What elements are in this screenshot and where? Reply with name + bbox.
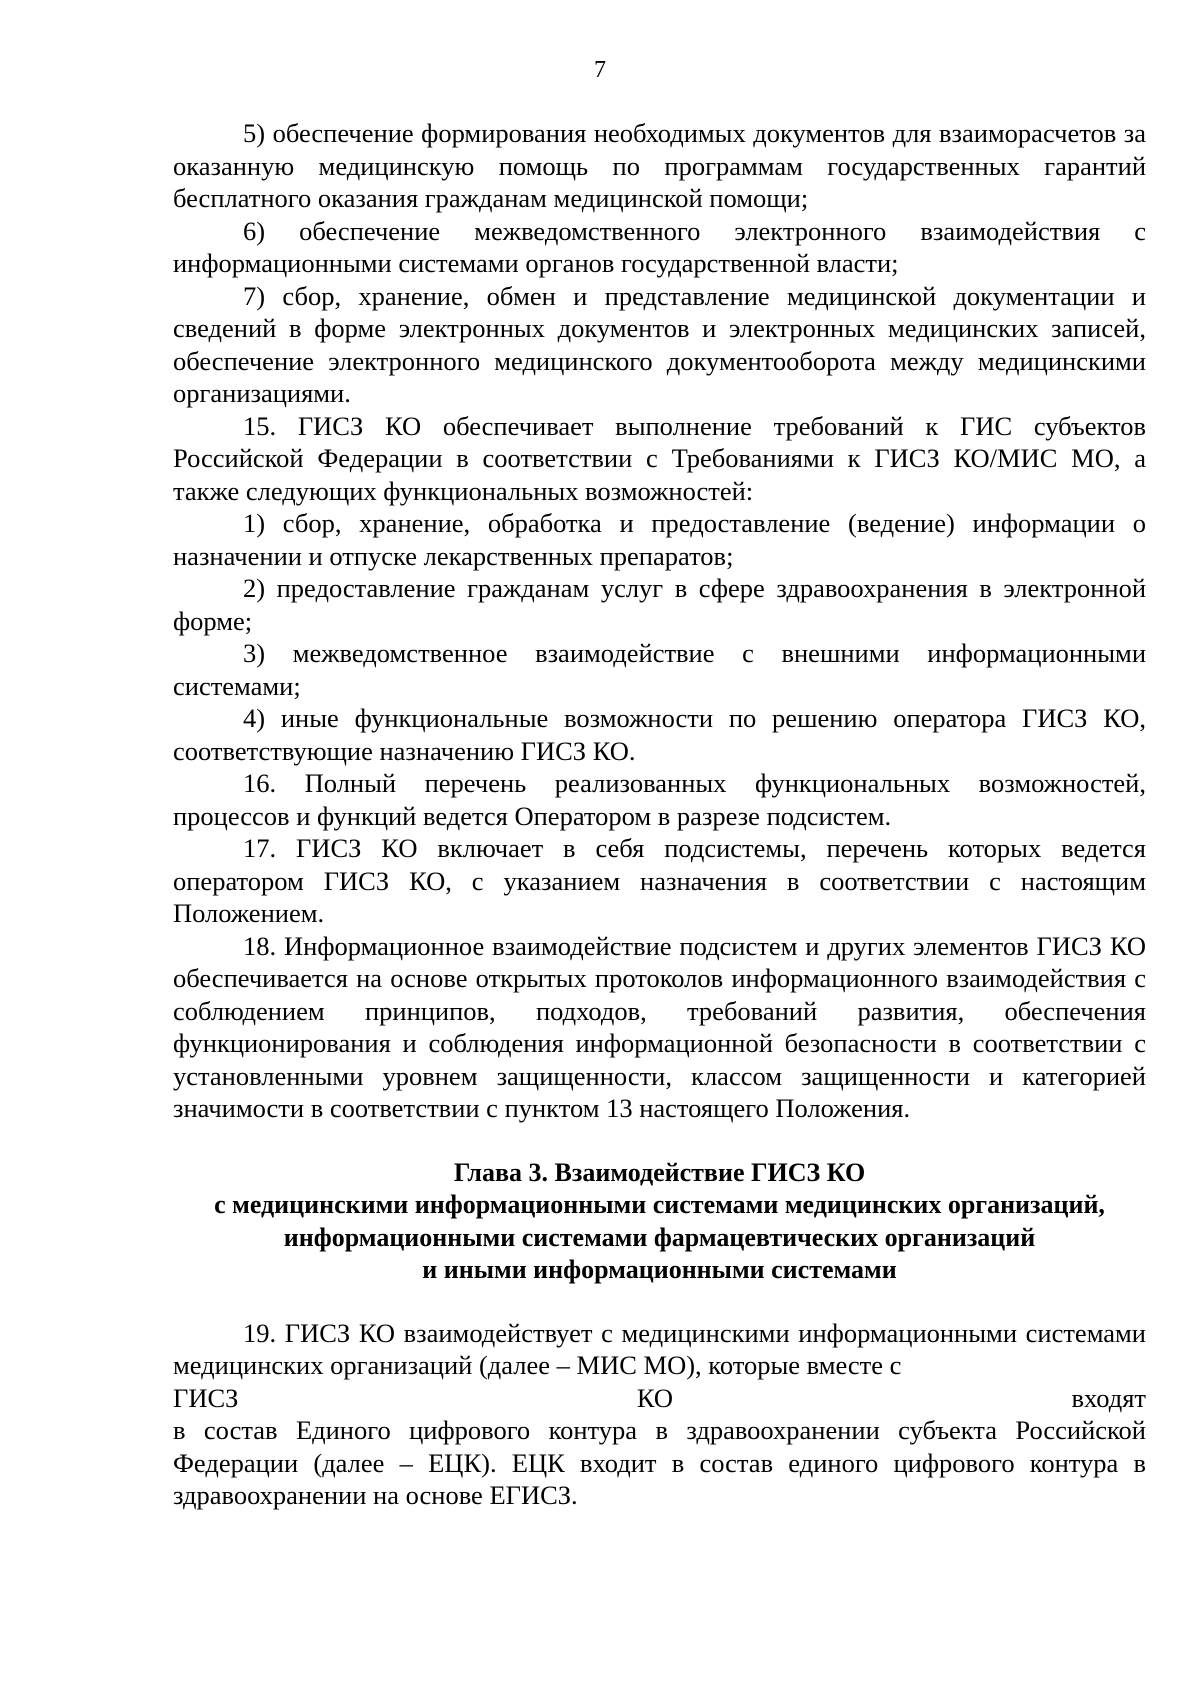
paragraph-16: 16. Полный перечень реализованных функциональных возможностей, процессов и функций ведется Оператором в разрезе подсистем. bbox=[173, 768, 1146, 831]
document-body bbox=[173, 117, 1146, 1512]
paragraph-17: 17. ГИСЗ КО включает в себя подсистемы, перечень которых ведется оператором ГИСЗ КО, с указанием назначения в соответствии с настоящим Положением. bbox=[173, 833, 1146, 928]
paragraph-18: 18. Информационное взаимодействие подсистем и других элементов ГИСЗ КО обеспечивается на основе открытых протоколов информационного взаимодействия с соблюдением принципов, подходов, требований развития, обеспечения функционирования и соблюдения информационной безопасности в соответствии с установленными уровнем защищенности, классом защищенности и категорией значимости в соответствии с пунктом 13 настоящего Положения. bbox=[173, 930, 1146, 1123]
paragraph-15-item-4: 4) иные функциональные возможности по решению оператора ГИСЗ КО, соответствующие назначению ГИСЗ КО. bbox=[173, 703, 1146, 766]
paragraph-15-item-1: 1) сбор, хранение, обработка и предоставление (ведение) информации о назначении и отпуске лекарственных препаратов; bbox=[173, 508, 1146, 571]
paragraph-15-item-2: 2) предоставление гражданам услуг в сфере здравоохранения в электронной форме; bbox=[173, 573, 1146, 636]
paragraph-item-5: 5) обеспечение формирования необходимых документов для взаиморасчетов за оказанную медицинскую помощь по программам государственных гарантий бесплатного оказания гражданам медицинской помощи; bbox=[173, 118, 1146, 213]
paragraph-19-part-2: ГИСЗ КО входят bbox=[173, 1382, 1146, 1413]
paragraph-19-part-1: 19. ГИСЗ КО взаимодействует с медицинскими информационными системами медицинских организаций (далее – МИС МО), которые вместе с bbox=[173, 1317, 1146, 1380]
paragraph-19 bbox=[173, 1317, 1146, 1512]
chapter-heading-line-1: Глава 3. Взаимодействие ГИСЗ КО bbox=[453, 1157, 866, 1187]
paragraph-15-item-3: 3) межведомственное взаимодействие с внешними информационными системами; bbox=[173, 638, 1146, 701]
chapter-heading-line-2: с медицинскими информационными системами медицинских организаций, bbox=[214, 1190, 1105, 1219]
chapter-heading-line-3: информационными системами фармацевтических организаций bbox=[283, 1222, 1036, 1252]
paragraph-item-7: 7) сбор, хранение, обмен и представление медицинской документации и сведений в форме электронных документов и электронных медицинских записей, обеспечение электронного медицинского документооборота между медицинскими организациями. bbox=[173, 280, 1146, 408]
chapter-heading bbox=[173, 1157, 1146, 1287]
paragraph-15: 15. ГИСЗ КО обеспечивает выполнение требований к ГИС субъектов Российской Федерации в соответствии с Требованиями к ГИСЗ КО/МИС МО, а также следующих функциональных возможностей: bbox=[173, 410, 1146, 506]
paragraph-item-6: 6) обеспечение межведомственного электронного взаимодействия с информационными системами органов государственной власти; bbox=[173, 215, 1146, 278]
paragraph-19-part-3: в состав Единого цифрового контура в здравоохранении субъекта Российской Федерации (далее – ЕЦК). ЕЦК входит в состав единого цифрового контура в здравоохранении на основе ЕГИСЗ. bbox=[173, 1415, 1146, 1510]
chapter-heading-line-4: и иными информационными системами bbox=[422, 1255, 897, 1284]
page-number: 7 bbox=[594, 57, 606, 83]
